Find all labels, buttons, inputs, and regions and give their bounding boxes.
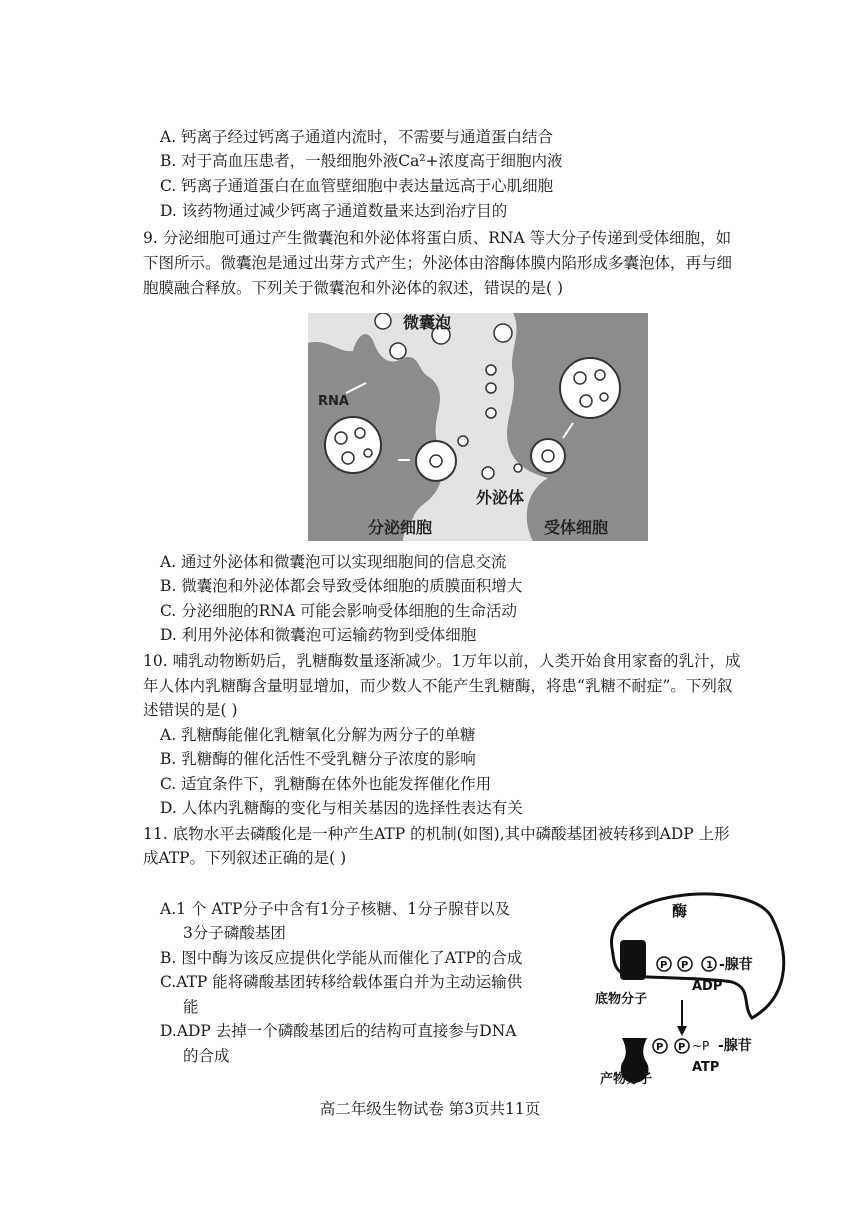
q10-stem-line: 10. 哺乳动物断奶后，乳糖酶数量逐渐减少。1万年以前，人类开始食用家畜的乳汁，成 <box>143 652 741 670</box>
q8-option-c: C. 钙离子通道蛋白在血管壁细胞中表达量远高于心肌细胞 <box>160 177 554 195</box>
q9-option-c: C. 分泌细胞的RNA 可能会影响受体细胞的生命活动 <box>160 602 518 620</box>
label-adenosine-bottom: -腺苷 <box>718 1038 752 1054</box>
q10-option-c: C. 适宜条件下，乳糖酶在体外也能发挥催化作用 <box>160 775 492 793</box>
q11-option-a-cont: 3分子磷酸基团 <box>183 924 286 942</box>
q10-stem-line: 述错误的是( ) <box>143 701 238 719</box>
phosphate-symbol: P <box>681 960 689 971</box>
q10-option-b: B. 乳糖酶的催化活性不受乳糖分子浓度的影响 <box>160 750 476 768</box>
label-substrate: 底物分子 <box>595 992 648 1007</box>
q9-option-a: A. 通过外泌体和微囊泡可以实现细胞间的信息交流 <box>160 553 507 571</box>
substrate-block <box>620 940 646 980</box>
q9-stem-line: 9. 分泌细胞可通过产生微囊泡和外泌体将蛋白质、RNA 等大分子传递到受体细胞，如 <box>143 229 732 247</box>
q9-option-d: D. 利用外泌体和微囊泡可运输药物到受体细胞 <box>160 626 477 644</box>
phosphate-one-symbol: 1 <box>706 960 713 971</box>
q8-option-b: B. 对于高血压患者，一般细胞外液Ca²+浓度高于细胞内液 <box>160 152 563 170</box>
q11-option-d-cont: 的合成 <box>183 1047 230 1065</box>
q11-option-c: C.ATP 能将磷酸基团转移给载体蛋白并为主动运输供 <box>160 973 523 991</box>
label-enzyme: 酶 <box>672 902 688 920</box>
vesicle-transfer-figure <box>308 313 648 541</box>
q8-option-d: D. 该药物通过减少钙离子通道数量来达到治疗目的 <box>160 202 508 220</box>
atp-synthesis-figure <box>592 878 802 1088</box>
phosphate-symbol: P <box>656 1042 664 1053</box>
label-atp: ATP <box>692 1060 720 1075</box>
q9-stem-line: 胞膜融合释放。下列关于微囊泡和外泌体的叙述，错误的是( ) <box>143 279 564 297</box>
label-microvesicle: 微囊泡 <box>403 313 452 332</box>
phosphate-symbol: P <box>660 960 668 971</box>
q9-stem-line: 下图所示。微囊泡是通过出芽方式产生；外泌体由溶酶体膜内陷形成多囊泡体，再与细 <box>143 254 733 272</box>
q8-option-a: A. 钙离子经过钙离子通道内流时，不需要与通道蛋白结合 <box>160 128 554 146</box>
label-recipient-cell: 受体细胞 <box>544 518 609 537</box>
page-footer: 高二年级生物试卷 第3页共11页 <box>319 1100 541 1118</box>
label-secretory-cell: 分泌细胞 <box>368 518 433 537</box>
tilde-phosphate: ~P <box>692 1039 710 1053</box>
q10-option-d: D. 人体内乳糖酶的变化与相关基因的选择性表达有关 <box>160 799 523 817</box>
q11-option-c-cont: 能 <box>183 998 199 1016</box>
q10-option-a: A. 乳糖酶能催化乳糖氧化分解为两分子的单糖 <box>160 726 476 744</box>
q10-stem-line: 年人体内乳糖酶含量明显增加，而少数人不能产生乳糖酶，将患“乳糖不耐症”。下列叙 <box>143 677 733 695</box>
q11-stem-line: 成ATP。下列叙述正确的是( ) <box>143 849 347 867</box>
q11-stem-line: 11. 底物水平去磷酸化是一种产生ATP 的机制(如图),其中磷酸基团被转移到ADP 上形 <box>143 825 730 843</box>
label-adenosine-top: -腺苷 <box>719 957 753 973</box>
label-exosome: 外泌体 <box>476 488 525 507</box>
label-adp: ADP <box>692 979 723 994</box>
label-rna: RNA <box>318 394 349 409</box>
q11-option-a: A.1 个 ATP分子中含有1分子核糖、1分子腺苷以及 <box>160 900 511 918</box>
q11-option-d: D.ADP 去掉一个磷酸基团后的结构可直接参与DNA <box>160 1022 517 1040</box>
label-product: 产物分子 <box>600 1072 653 1087</box>
q11-option-b: B. 图中酶为该反应提供化学能从而催化了ATP的合成 <box>160 949 523 967</box>
phosphate-symbol: P <box>678 1042 686 1053</box>
recipient-cell <box>507 313 648 541</box>
q9-option-b: B. 微囊泡和外泌体都会导致受体细胞的质膜面积增大 <box>160 577 523 595</box>
